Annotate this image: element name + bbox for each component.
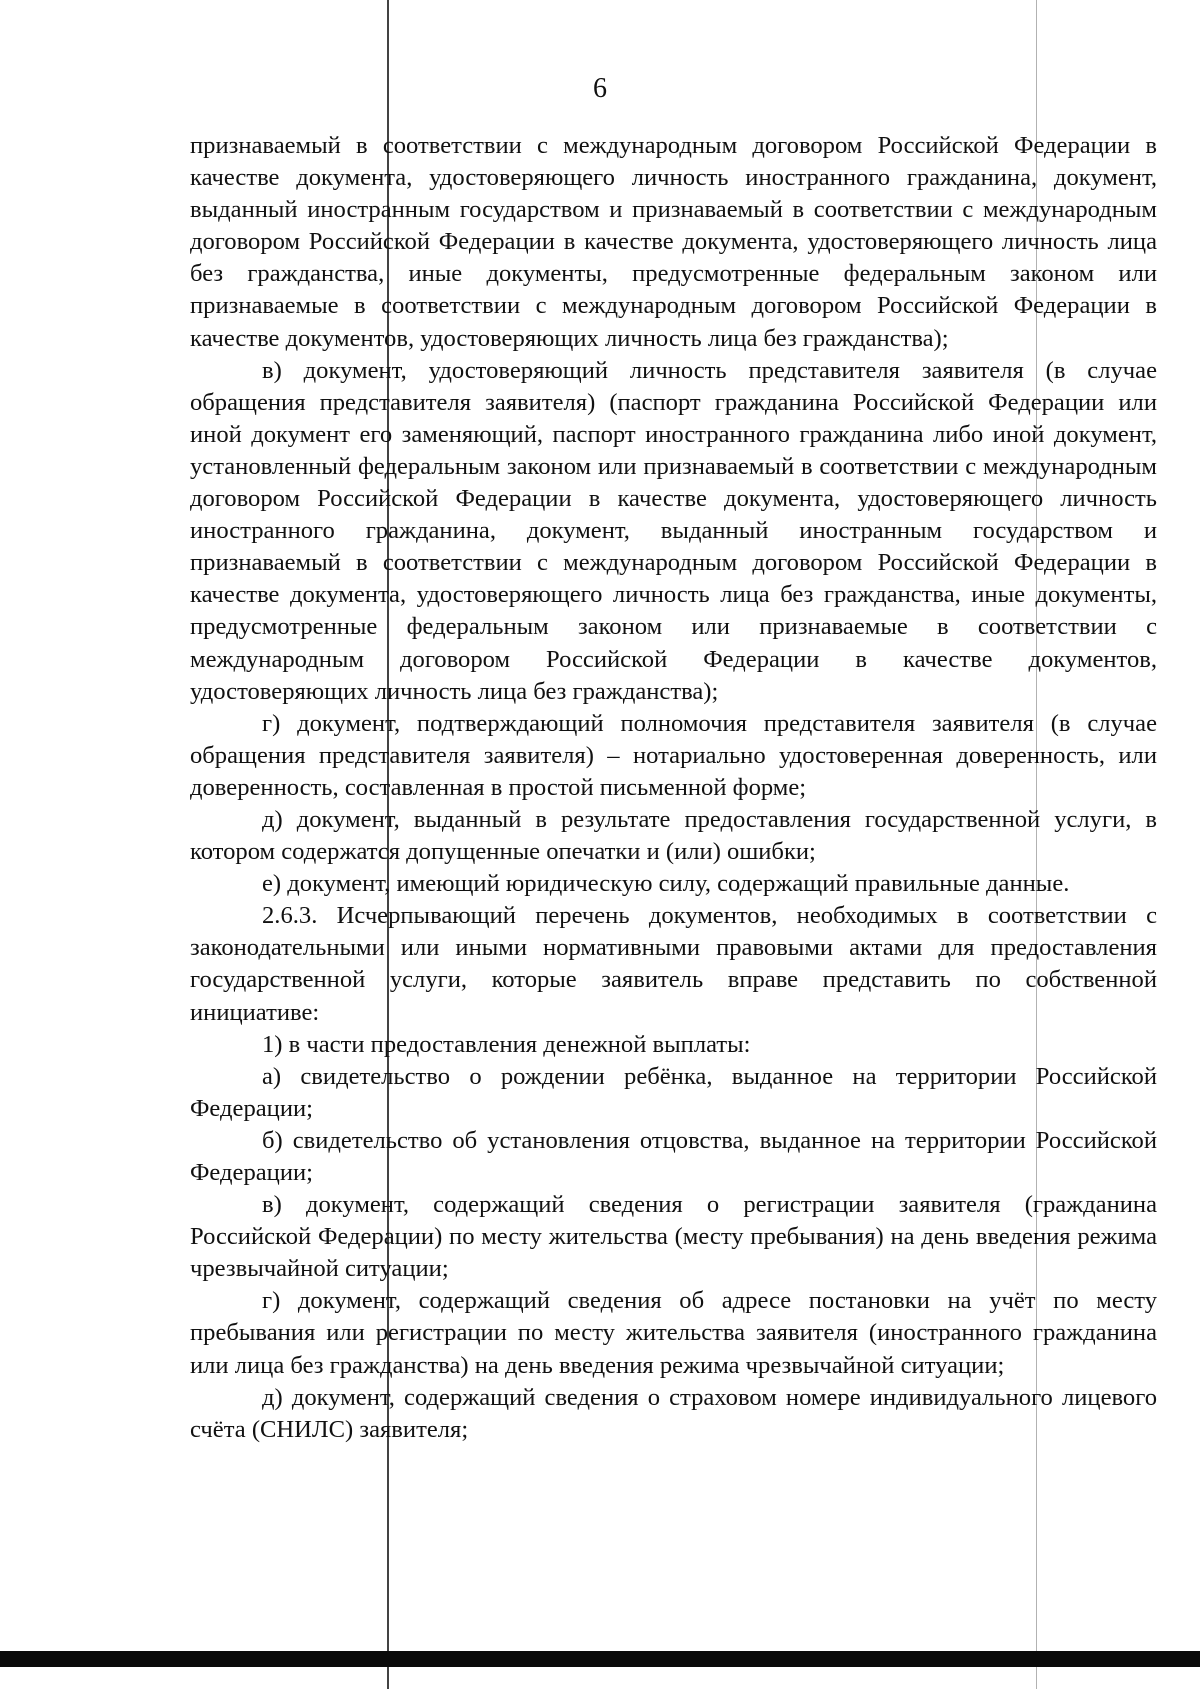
paragraph: а) свидетельство о рождении ребёнка, выданное на территории Российской Федерации; (190, 1062, 1157, 1122)
document-body (190, 130, 1157, 1446)
paragraph: г) документ, содержащий сведения об адресе постановки на учёт по месту пребывания или регистрации по месту жительства заявителя (иностранного гражданина или лица без гражданства) на день введения режима чрезвычайной ситуации; (190, 1287, 1157, 1379)
paragraph: д) документ, выданный в результате предоставления государственной услуги, в котором содержатся допущенные опечатки и (или) ошибки; (190, 805, 1157, 866)
paragraph: 2.6.3. Исчерпывающий перечень документов, необходимых в соответствии с законодательными или иными нормативными правовыми актами для предоставления государственной услуги, которые заявитель вправе представить по собственной инициативе: (190, 902, 1157, 1026)
page-number: 6 (593, 73, 607, 104)
paragraph: г) документ, подтверждающий полномочия представителя заявителя (в случае обращения представителя заявителя) – нотариально удостоверенная доверенность, или доверенность, составленная в простой письменной форме; (190, 709, 1157, 801)
paragraph: е) документ, имеющий юридическую силу, содержащий правильные данные. (262, 870, 1070, 898)
paragraph: в) документ, содержащий сведения о регистрации заявителя (гражданина Российской Федерации) по месту жительства (месту пребывания) на день введения режима чрезвычайной ситуации; (190, 1191, 1157, 1283)
paragraph: 1) в части предоставления денежной выплаты: (262, 1030, 751, 1058)
paragraph: в) документ, удостоверяющий личность представителя заявителя (в случае обращения представителя заявителя) (паспорт гражданина Российской Федерации или иной документ его заменяющий, паспорт иностранного гражданина либо иной документ, установленный федеральным законом или признаваемый в соответствии с международным договором Российской Федерации в качестве документа, удостоверяющего личность иностранного гражданина, документ, выданный иностранным государством и признаваемый в соответствии с международным договором Российской Федерации в качестве документа, удостоверяющего личность лица без гражданства, иные документы, предусмотренные федеральным законом или признаваемые в соответствии с международным договором Российской Федерации в качестве документов, удостоверяющих личность лица без гражданства); (190, 356, 1157, 705)
scan-bottom-edge (0, 1651, 1200, 1667)
paragraph: б) свидетельство об установления отцовства, выданное на территории Российской Федерации; (190, 1126, 1157, 1186)
paragraph: признаваемый в соответствии с международным договором Российской Федерации в качестве документа, удостоверяющего личность иностранного гражданина, документ, выданный иностранным государством и признаваемый в соответствии с международным договором Российской Федерации в качестве документа, удостоверяющего личность лица без гражданства, иные документы, предусмотренные федеральным законом или признаваемые в соответствии с международным договором Российской Федерации в качестве документов, удостоверяющих личность лица без гражданства); (190, 132, 1157, 352)
paragraph: д) документ, содержащий сведения о страховом номере индивидуального лицевого счёта (СНИЛС) заявителя; (190, 1383, 1157, 1443)
